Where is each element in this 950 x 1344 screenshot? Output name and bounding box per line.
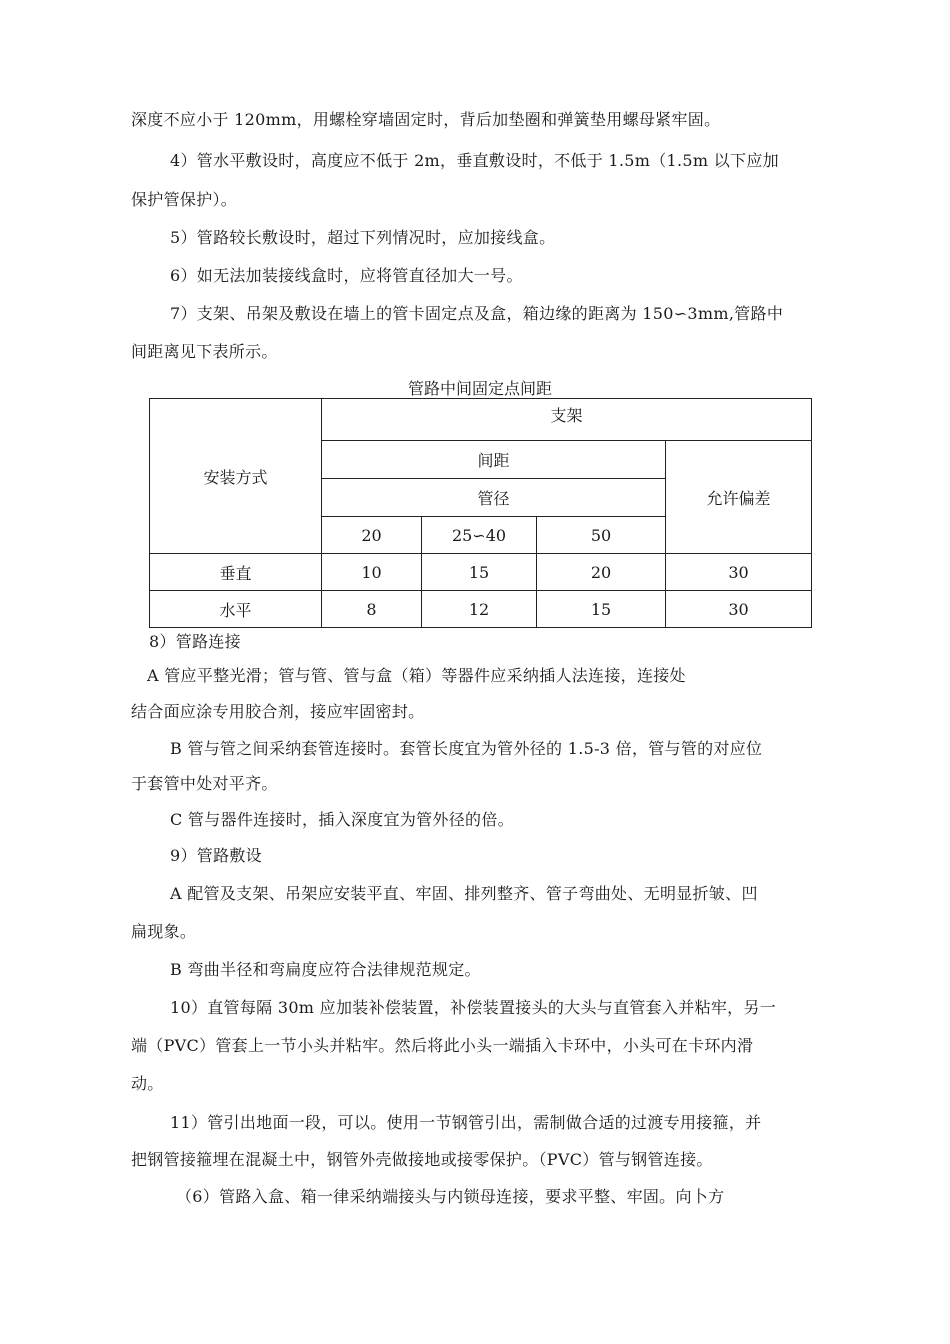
paragraph-line: 动。 xyxy=(131,1074,164,1093)
paragraph-line: 保护管保护）。 xyxy=(131,190,238,209)
row-label-horizontal: 水平 xyxy=(150,591,322,628)
table-row xyxy=(150,554,812,591)
paragraph-line: 11）管引出地面一段，可以。使用一节钢管引出，需制做合适的过渡专用接箍，并 xyxy=(170,1113,762,1132)
table-cell: 20 xyxy=(537,554,666,591)
table-caption: 管路中间固定点间距 xyxy=(407,379,552,398)
table-cell: 30 xyxy=(666,591,812,628)
row-label-vertical: 垂直 xyxy=(150,554,322,591)
paragraph-line: B 弯曲半径和弯扁度应符合法律规范规定。 xyxy=(170,960,481,979)
table-cell: 12 xyxy=(422,591,537,628)
header-diameter-50: 50 xyxy=(537,517,666,554)
paragraph-line: B 管与管之间采纳套管连接时。套管长度宜为管外径的 1.5-3 倍，管与管的对应位 xyxy=(170,739,763,758)
header-pipe-diameter: 管径 xyxy=(322,479,666,517)
header-diameter-25-40: 25∽40 xyxy=(422,517,537,554)
paragraph-line: 端（PVC）管套上一节小头并粘牢。然后将此小头一端插入卡环中，小头可在卡环内滑 xyxy=(131,1036,754,1055)
header-spacing: 间距 xyxy=(322,441,666,479)
paragraph-line: 8）管路连接 xyxy=(149,632,241,651)
paragraph-line: A 管应平整光滑；管与管、管与盒（箱）等器件应采纳插人法连接，连接处 xyxy=(147,666,686,685)
paragraph-line: 深度不应小于 120mm，用螺栓穿墙固定时，背后加垫圈和弹簧垫用螺母紧牢固。 xyxy=(131,110,721,129)
table-cell: 15 xyxy=(422,554,537,591)
table-cell: 10 xyxy=(322,554,422,591)
table-cell: 15 xyxy=(537,591,666,628)
paragraph-line: 于套管中处对平齐。 xyxy=(131,774,278,793)
table-row xyxy=(150,591,812,628)
header-bracket: 支架 xyxy=(322,399,812,441)
table-cell: 30 xyxy=(666,554,812,591)
paragraph-line: 4）管水平敷设时，高度应不低于 2m，垂直敷设时，不低于 1.5m（1.5m 以下应加 xyxy=(170,151,779,170)
paragraph-line: 扁现象。 xyxy=(131,922,197,941)
table-cell: 8 xyxy=(322,591,422,628)
paragraph-line: 9）管路敷设 xyxy=(170,846,262,865)
paragraph-line: 间距离见下表所示。 xyxy=(131,342,278,361)
paragraph-line: 结合面应涂专用胶合剂，接应牢固密封。 xyxy=(131,702,425,721)
paragraph-line: 把钢管接箍埋在混凝土中，钢管外壳做接地或接零保护。（PVC）管与钢管连接。 xyxy=(131,1150,713,1169)
paragraph-line: （6）管路入盒、箱一律采纳端接头与内锁母连接，要求平整、牢固。向卜方 xyxy=(176,1187,725,1206)
header-install-method: 安装方式 xyxy=(150,399,322,554)
paragraph-line: 10）直管每隔 30m 应加装补偿装置，补偿装置接头的大头与直管套入并粘牢，另一 xyxy=(170,998,777,1017)
header-tolerance: 允许偏差 xyxy=(666,441,812,554)
paragraph-line: A 配管及支架、吊架应安装平直、牢固、排列整齐、管子弯曲处、无明显折皱、凹 xyxy=(170,884,758,903)
paragraph-line: 5）管路较长敷设时，超过下列情况时，应加接线盒。 xyxy=(170,228,556,247)
paragraph-line: C 管与器件连接时，插入深度宜为管外径的倍。 xyxy=(170,810,514,829)
header-diameter-20: 20 xyxy=(322,517,422,554)
pipe-spacing-table xyxy=(149,398,812,628)
paragraph-line: 6）如无法加装接线盒时，应将管直径加大一号。 xyxy=(170,266,523,285)
paragraph-line: 7）支架、吊架及敷设在墙上的管卡固定点及盒，箱边缘的距离为 150∽3mm,管路中 xyxy=(170,304,784,323)
